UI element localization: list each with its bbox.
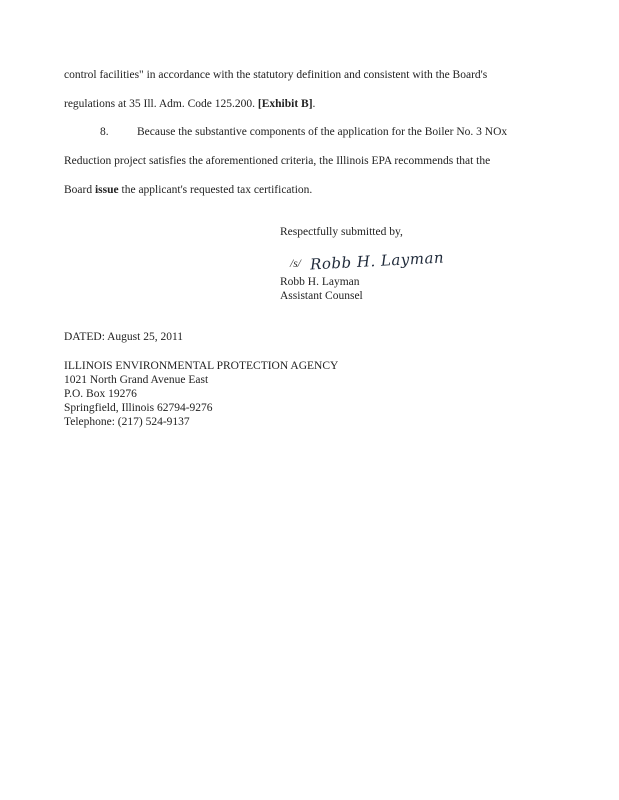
paragraph-8-line-1: Because the substantive components of the application for the Boiler No. 3 NOx bbox=[137, 126, 508, 138]
body-line-1: control facilities" in accordance with the statutory definition and consistent with the Board's bbox=[64, 69, 488, 81]
regulation-citation: regulations at 35 Ill. Adm. Code 125.200. bbox=[64, 98, 258, 110]
paragraph-number-8: 8. bbox=[100, 126, 109, 138]
agency-name: ILLINOIS ENVIRONMENTAL PROTECTION AGENCY bbox=[64, 360, 339, 372]
board-text: Board bbox=[64, 184, 95, 196]
dated-line: DATED: August 25, 2011 bbox=[64, 331, 184, 343]
signer-title: Assistant Counsel bbox=[280, 290, 363, 302]
body-line-2 bbox=[64, 97, 315, 111]
paragraph-8-line-2: Reduction project satisfies the aforementioned criteria, the Illinois EPA recommends that the bbox=[64, 155, 491, 167]
exhibit-b-reference: [Exhibit B] bbox=[257, 98, 313, 110]
certification-text: the applicant's requested tax certification. bbox=[118, 184, 313, 196]
respectfully-submitted: Respectfully submitted by, bbox=[280, 226, 403, 238]
address-street: 1021 North Grand Avenue East bbox=[64, 374, 209, 386]
line-2-period: . bbox=[312, 98, 316, 110]
signer-name: Robb H. Layman bbox=[280, 276, 360, 288]
signature-prefix: /s/ bbox=[290, 258, 301, 270]
handwritten-signature: Robb H. Layman bbox=[309, 248, 445, 274]
address-po-box: P.O. Box 19276 bbox=[64, 388, 137, 400]
address-city: Springfield, Illinois 62794-9276 bbox=[64, 402, 213, 414]
telephone: Telephone: (217) 524-9137 bbox=[64, 416, 190, 428]
issue-emphasis: issue bbox=[94, 184, 119, 196]
paragraph-8-line-3 bbox=[64, 183, 312, 197]
